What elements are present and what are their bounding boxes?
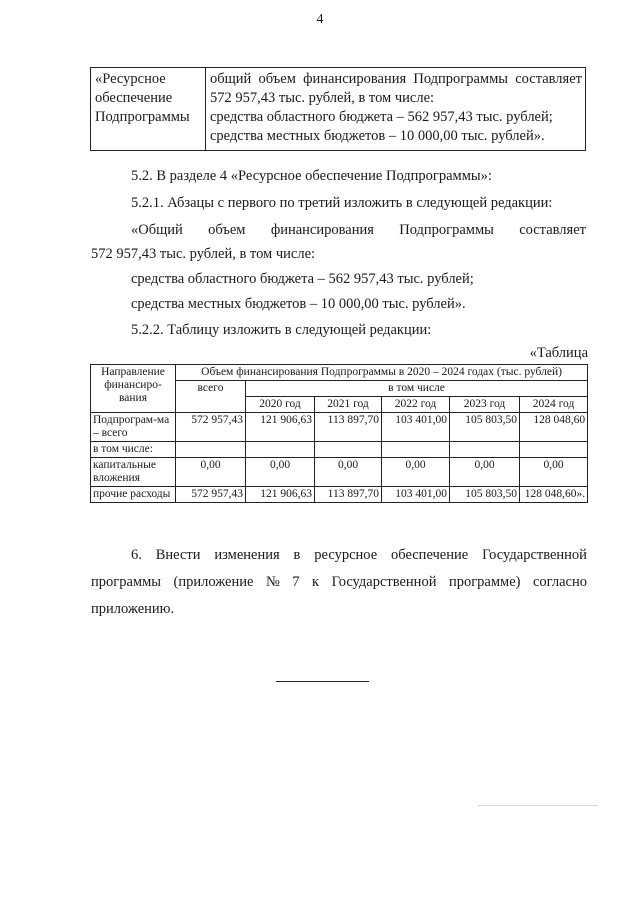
header-year: 2023 год <box>450 397 520 413</box>
cell-value: 103 401,00 <box>382 487 450 503</box>
word: Государственной <box>482 547 587 563</box>
word: 6. <box>131 547 142 563</box>
word: изменения <box>214 547 280 563</box>
header-direction: Направление финансиро-вания <box>91 365 176 413</box>
paragraph-6-line1 <box>131 546 587 564</box>
cell-value: 128 048,60». <box>520 487 588 503</box>
word: к <box>312 574 320 590</box>
word: программы <box>91 574 161 590</box>
passport-key-cell <box>91 68 206 151</box>
passport-key-line: «Ресурсное <box>95 71 166 87</box>
word: согласно <box>532 574 587 590</box>
word: в <box>293 547 301 563</box>
scan-artifact-line <box>478 805 598 806</box>
word: № <box>265 574 280 590</box>
passport-table <box>90 67 586 151</box>
paragraph-5-2: 5.2. В разделе 4 «Ресурсное обеспечение Подпрограммы»: <box>131 168 492 184</box>
paragraph-local-budget: средства местных бюджетов – 10 000,00 тыс. рублей». <box>131 296 466 312</box>
paragraph-6-line2 <box>91 573 587 591</box>
passport-value-line: средства областного бюджета – 562 957,43 тыс. рублей; <box>210 109 553 125</box>
paragraph-6-line3: приложению. <box>91 601 175 617</box>
paragraph-5-2-1: 5.2.1. Абзацы с первого по третий изложить в следующей редакции: <box>131 195 553 211</box>
cell-value: 0,00 <box>450 458 520 487</box>
passport-value-line: средства местных бюджетов – 10 000,00 тыс. рублей». <box>210 128 545 144</box>
passport-key-line: обеспечение <box>95 90 173 106</box>
cell-value: 0,00 <box>176 458 246 487</box>
cell-value: 103 401,00 <box>382 413 450 442</box>
header-year: 2021 год <box>315 397 382 413</box>
word: программе) <box>448 574 521 590</box>
cell-value: 0,00 <box>520 458 588 487</box>
row-label: капитальные вложения <box>91 458 176 487</box>
cell-value: 113 897,70 <box>315 413 382 442</box>
word: обеспечение <box>391 547 469 563</box>
header-total: всего <box>176 381 246 413</box>
word: (приложение <box>173 574 254 590</box>
financing-table <box>90 364 588 503</box>
table-caption: «Таблица <box>529 345 588 361</box>
table-row <box>91 458 588 487</box>
cell-value: 0,00 <box>382 458 450 487</box>
separator-line <box>276 681 369 682</box>
row-label: прочие расходы <box>91 487 176 503</box>
word: объем <box>208 222 246 238</box>
paragraph-quote-line1 <box>131 221 586 239</box>
table-row <box>91 442 588 458</box>
word: ресурсное <box>314 547 378 563</box>
word: «Общий <box>131 222 183 238</box>
header-year: 2020 год <box>246 397 315 413</box>
header-volume: Объем финансирования Подпрограммы в 2020 – 2024 годах (тыс. рублей) <box>176 365 588 381</box>
cell-value: 0,00 <box>315 458 382 487</box>
passport-value-cell <box>206 68 586 151</box>
paragraph-5-2-2: 5.2.2. Таблицу изложить в следующей редакции: <box>131 322 432 338</box>
word: Внести <box>155 547 201 563</box>
row-label: в том числе: <box>91 442 176 458</box>
passport-key-line: Подпрограммы <box>95 109 190 125</box>
passport-value-line: общий объем финансирования Подпрограммы составляет 572 957,43 тыс. рублей, в том числе: <box>210 71 582 106</box>
cell-value: 0,00 <box>246 458 315 487</box>
word: 7 <box>292 574 300 590</box>
header-including: в том числе <box>246 381 588 397</box>
cell-value: 105 803,50 <box>450 487 520 503</box>
cell-value: 121 906,63 <box>246 487 315 503</box>
word: составляет <box>519 222 586 238</box>
cell-value: 128 048,60 <box>520 413 588 442</box>
word: Подпрограммы <box>399 222 494 238</box>
word: финансирования <box>270 222 374 238</box>
cell-value: 572 957,43 <box>176 487 246 503</box>
header-year: 2024 год <box>520 397 588 413</box>
header-year: 2022 год <box>382 397 450 413</box>
table-row <box>91 413 588 442</box>
cell-value: 113 897,70 <box>315 487 382 503</box>
cell-value: 572 957,43 <box>176 413 246 442</box>
paragraph-regional-budget: средства областного бюджета – 562 957,43 тыс. рублей; <box>131 271 474 287</box>
table-row <box>91 487 588 503</box>
row-label: Подпрограм-ма – всего <box>91 413 176 442</box>
cell-value: 105 803,50 <box>450 413 520 442</box>
paragraph-quote-line2: 572 957,43 тыс. рублей, в том числе: <box>91 246 316 262</box>
cell-value: 121 906,63 <box>246 413 315 442</box>
word: Государственной <box>331 574 437 590</box>
page-number: 4 <box>316 12 324 27</box>
